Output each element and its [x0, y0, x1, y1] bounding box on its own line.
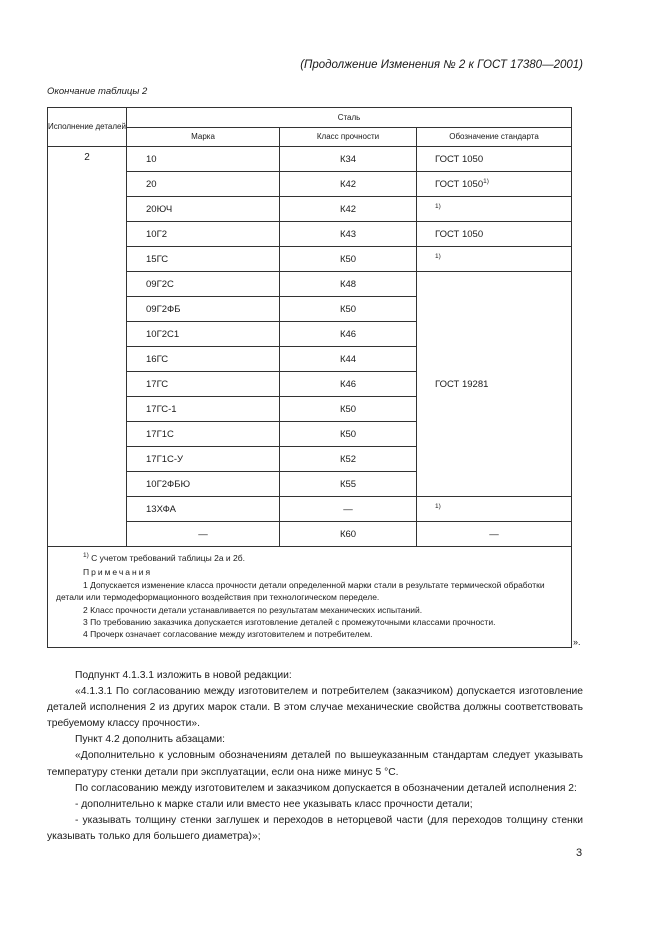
klass-cell: К55 [280, 472, 417, 497]
table-notes [48, 547, 572, 648]
std-cell [417, 247, 572, 272]
col-header-isp: Исполнение деталей [48, 108, 127, 147]
std-cell [417, 172, 572, 197]
marka-cell: 16ГС [127, 347, 280, 372]
footnote-ref: 1) [435, 202, 441, 210]
marka-cell: 15ГС [127, 247, 280, 272]
klass-cell: К43 [280, 222, 417, 247]
note-item: 2 Класс прочности детали устанавливается по результатам механических испытаний. [83, 604, 423, 615]
table-row [48, 197, 572, 222]
paragraph: Подпункт 4.1.3.1 изложить в новой редакции: [75, 670, 292, 681]
marka-cell: 20ЮЧ [127, 197, 280, 222]
marka-cell: 10Г2ФБЮ [127, 472, 280, 497]
marka-cell: 17ГС [127, 372, 280, 397]
klass-cell: К50 [280, 422, 417, 447]
marka-cell: 09Г2С [127, 272, 280, 297]
std-merged-cell: ГОСТ 19281 [417, 272, 572, 497]
col-header-klass: Класс прочности [280, 127, 417, 147]
klass-cell: К52 [280, 447, 417, 472]
table-row [48, 222, 572, 247]
notes-title: Примечания [83, 567, 153, 578]
note-item: 3 По требованию заказчика допускается изготовление деталей с промежуточными классами прочности. [83, 617, 496, 628]
page-number: 3 [576, 847, 583, 859]
paragraph: «Дополнительно к условным обозначениям деталей по вышеуказанным стандартам следует указывать температуру стенки детали при эксплуатации, если она ниже минус 5 °С. [47, 750, 583, 778]
klass-cell: К50 [280, 297, 417, 322]
std-text: ГОСТ 1050 [435, 228, 484, 240]
klass-cell: К50 [280, 247, 417, 272]
klass-cell: К50 [280, 397, 417, 422]
marka-cell: 20 [127, 172, 280, 197]
marka-cell: 17Г1С-У [127, 447, 280, 472]
footnote-text: С учетом требований таблицы 2а и 2б. [88, 553, 245, 563]
klass-cell: К46 [280, 372, 417, 397]
note-item: 1 Допускается изменение класса прочности детали определенной марки стали в результате термической обработки детали или термодеформационного воздействия при технологическом переделе. [56, 579, 545, 603]
footnote-ref: 1) [483, 177, 489, 185]
marka-cell: 17Г1С [127, 422, 280, 447]
table-caption: Окончание таблицы 2 [47, 86, 148, 97]
klass-cell: К46 [280, 322, 417, 347]
klass-cell: К42 [280, 197, 417, 222]
table-row [48, 497, 572, 522]
footnote-ref: 1) [435, 502, 441, 510]
klass-cell: К60 [280, 522, 417, 547]
marka-cell: 10Г2С1 [127, 322, 280, 347]
klass-cell: — [280, 497, 417, 522]
body-text [47, 668, 583, 845]
klass-cell: К44 [280, 347, 417, 372]
std-text: ГОСТ 1050 [435, 178, 484, 190]
marka-cell: 13ХФА [127, 497, 280, 522]
klass-cell: К48 [280, 272, 417, 297]
footnote-ref: 1) [435, 252, 441, 260]
paragraph: - дополнительно к марке стали или вместо нее указывать класс прочности детали; [75, 798, 473, 810]
table-row [48, 247, 572, 272]
table-row [48, 147, 572, 172]
marka-cell: — [127, 522, 280, 547]
std-text: ГОСТ 1050 [435, 153, 484, 165]
table-row [48, 272, 572, 297]
table-row [48, 522, 572, 547]
klass-cell: К34 [280, 147, 417, 172]
note-item: 4 Прочерк означает согласование между изготовителем и потребителем. [83, 629, 373, 640]
isp-value: 2 [48, 147, 127, 547]
col-header-marka: Марка [127, 127, 280, 147]
marka-cell: 10Г2 [127, 222, 280, 247]
paragraph: «4.1.3.1 По согласованию между изготовителем и потребителем (заказчиком) допускается изготовление деталей исполнения 2 из других марок стали. В этом случае механические свойства должны соответствовать требуемому классу прочности». [47, 686, 583, 730]
table-row [48, 172, 572, 197]
col-header-stal: Сталь [127, 108, 572, 128]
marka-cell: 10 [127, 147, 280, 172]
steel-table [47, 107, 572, 648]
std-cell [417, 497, 572, 522]
footnote-mark: 1) [83, 552, 89, 560]
std-cell [417, 197, 572, 222]
closing-quote: ». [573, 637, 581, 647]
col-header-std: Обозначение стандарта [417, 127, 572, 147]
std-cell: — [417, 522, 572, 547]
paragraph: Пункт 4.2 дополнить абзацами: [75, 734, 225, 746]
klass-cell: К42 [280, 172, 417, 197]
marka-cell: 17ГС-1 [127, 397, 280, 422]
footnote [56, 552, 567, 564]
page-header: (Продолжение Изменения № 2 к ГОСТ 17380—2001) [300, 59, 583, 71]
marka-cell: 09Г2ФБ [127, 297, 280, 322]
std-cell [417, 222, 572, 247]
std-cell [417, 147, 572, 172]
paragraph: - указывать толщину стенки заглушек и переходов в неторцевой части (для переходов толщину стенки указывать только для большего диаметра)»; [47, 814, 583, 842]
paragraph: По согласованию между изготовителем и заказчиком допускается в обозначении деталей исполнения 2: [75, 782, 577, 794]
